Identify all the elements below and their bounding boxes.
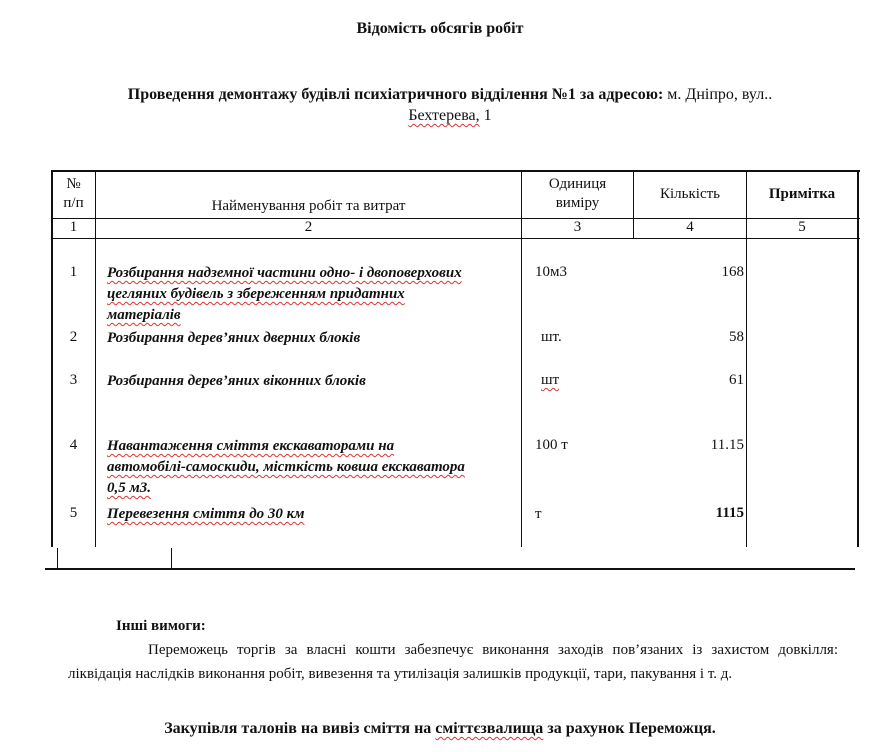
row-work-name: Розбирання надземної частини одно- і двоповерхових цегляних будівель з збереженням придатних матеріалів <box>107 265 462 323</box>
col-number: 1 <box>69 219 78 235</box>
row-unit: шт <box>541 372 560 388</box>
subtitle-address-street: Бехтерева, <box>408 107 480 124</box>
header-unit: Одиниця виміру <box>548 176 607 211</box>
row-work-name: Навантаження сміття екскаваторами на автомобілі-самоскиди, місткість ковша екскаватора 0,5 м3. <box>107 438 465 496</box>
header-no: № п/п <box>63 176 84 211</box>
row-number: 1 <box>69 264 78 280</box>
other-requirements-paragraph: Переможець торгів за власні кошти забезпечує виконання заходів пов’язаних із захистом довкілля: ліквідація наслідків виконання робіт, вивезення та утилізація залишків продукції, тари, пакування і т. д. <box>68 642 838 682</box>
row-unit: шт. <box>541 329 562 345</box>
subtitle-address-number: 1 <box>483 107 492 124</box>
col-number: 4 <box>686 219 694 235</box>
row-unit: т <box>535 506 542 522</box>
row-qty: 58 <box>729 329 744 345</box>
document-subtitle <box>60 84 840 126</box>
final-statement-word: сміттєзвалища <box>435 720 544 737</box>
row-work-name: Перевезення сміття до 30 км <box>107 506 305 522</box>
row-number: 4 <box>69 437 78 453</box>
row-qty: 168 <box>721 264 744 280</box>
row-work-name: Розбирання дерев’яних дверних блоків <box>107 330 361 346</box>
header-name: Найменування робіт та витрат <box>211 198 406 214</box>
table-right-border <box>857 170 859 547</box>
header-qty: Кількість <box>659 186 720 202</box>
row-qty: 11.15 <box>710 437 744 453</box>
row-unit: 10м3 <box>535 264 567 280</box>
subtitle-text: Проведення демонтажу будівлі психіатричного відділення №1 за адресою: <box>127 86 664 103</box>
table-colnum-divider <box>51 238 860 239</box>
page-break-line <box>45 568 855 570</box>
row-qty: 61 <box>729 372 744 388</box>
col-number: 2 <box>304 219 313 235</box>
row-number: 5 <box>69 505 78 521</box>
other-requirements-heading: Інші вимоги: <box>116 618 206 634</box>
row-unit: 100 т <box>535 437 568 453</box>
col-number: 5 <box>798 219 806 235</box>
row-work-name: Розбирання дерев’яних віконних блоків <box>107 373 366 389</box>
cut-mark <box>57 548 58 568</box>
row-number: 3 <box>69 372 78 388</box>
table-top-border <box>51 170 860 172</box>
row-number: 2 <box>69 329 78 345</box>
subtitle-address-city: м. Дніпро, вул.. <box>667 86 773 103</box>
final-statement <box>0 720 880 738</box>
final-statement-prefix: Закупівля талонів на вивіз сміття на <box>164 720 432 737</box>
col-number: 3 <box>573 219 582 235</box>
header-note: Примітка <box>768 186 836 202</box>
final-statement-suffix: за рахунок Переможця. <box>547 720 716 737</box>
page-title: Відомість обсягів робіт <box>356 20 524 37</box>
row-qty: 1115 <box>715 505 744 521</box>
cut-mark <box>171 548 172 568</box>
